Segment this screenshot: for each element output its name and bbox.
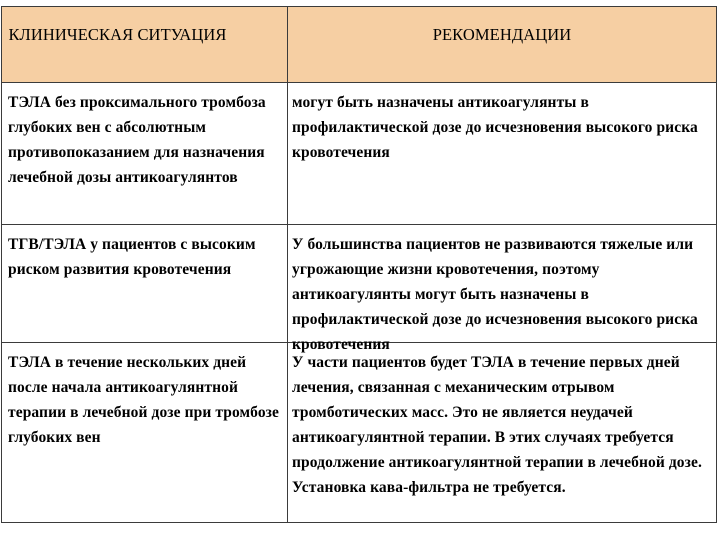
row-3-recommendation: У части пациентов будет ТЭЛА в течение первых дней лечения, связанная с механическим отрывом тромботических масс. Это не является неудачей антикоагулянтной терапии. В этих случаях требуется продолжение антикоагулянтной терапии в лечебной дозе. Установка кава-фильтра не требуется.: [292, 354, 702, 496]
header-clinical-situation: КЛИНИЧЕСКАЯ СИТУАЦИЯ: [2, 7, 288, 83]
row-1-situation: ТЭЛА без проксимального тромбоза глубоких вен с абсолютным противопоказанием для назначения лечебной дозы антикоагулянтов: [2, 83, 288, 225]
row-2-situation: ТГВ/ТЭЛА у пациентов с высоким риском развития кровотечения: [2, 225, 288, 343]
row-3-situation: ТЭЛА в течение нескольких дней после начала антикоагулянтной терапии в лечебной дозе при тромбозе глубоких вен: [2, 343, 288, 522]
row-2-recommendation: У большинства пациентов не развиваются тяжелые или угрожающие жизни кровотечения, поэтому антикоагулянты могут быть назначены в профилактической дозе до исчезновения высокого риска кровотечения: [288, 225, 716, 343]
header-recommendations: РЕКОМЕНДАЦИИ: [288, 7, 716, 83]
row-1-recommendation: могут быть назначены антикоагулянты в профилактической дозе до исчезновения высокого риска кровотечения: [288, 83, 716, 225]
recommendations-table: [1, 6, 717, 523]
